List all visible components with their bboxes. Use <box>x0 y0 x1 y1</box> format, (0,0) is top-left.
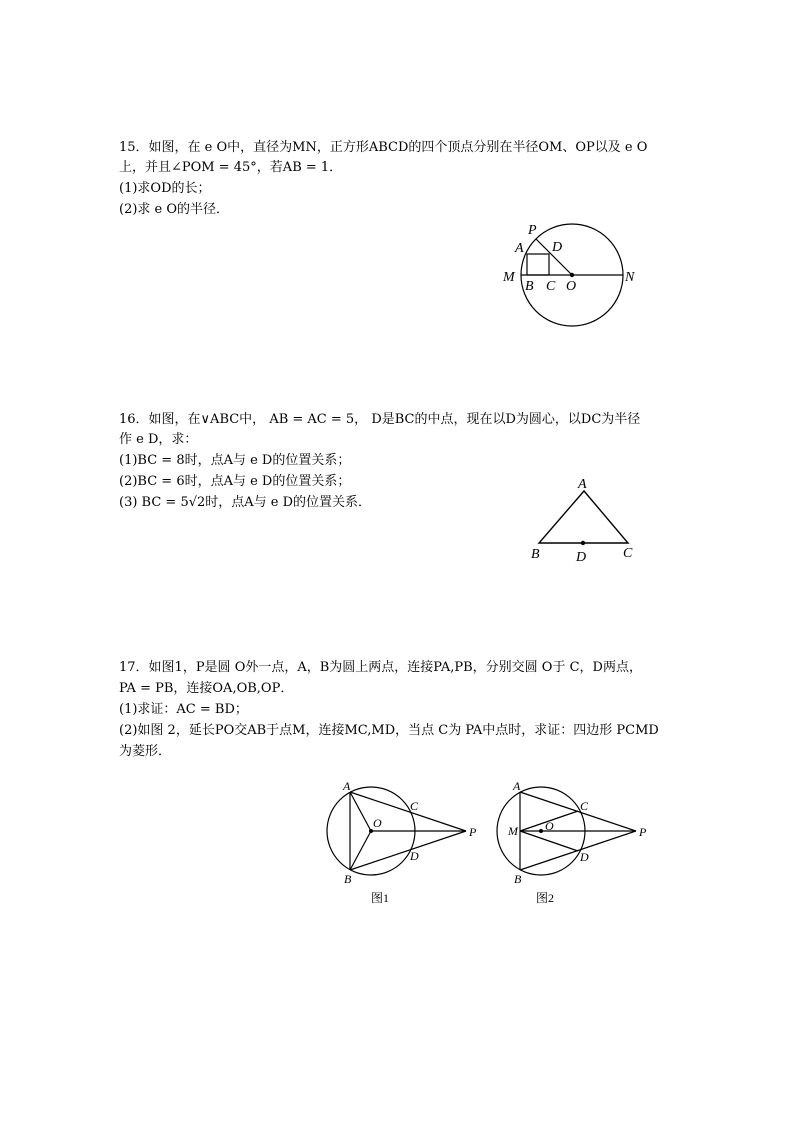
segment-md <box>520 831 578 851</box>
problem-16-line-2: 作 e D，求： <box>119 432 198 447</box>
square-abcd <box>527 254 549 275</box>
label-b: B <box>525 279 534 294</box>
label-o: O <box>373 816 382 830</box>
problem-16-part-1: (1)BC = 8时，点A与 e D的位置关系； <box>119 453 351 468</box>
label-p: P <box>469 825 477 839</box>
label-c: C <box>546 279 556 294</box>
problem-17-figure-2 <box>500 775 660 910</box>
label-d: D <box>580 850 589 864</box>
label-c: C <box>623 546 633 561</box>
caption-figure-1: 图1 <box>371 891 390 905</box>
label-m: M <box>503 270 515 285</box>
label-m: M <box>508 824 518 838</box>
problem-17-line-1: 17．如图1，P是圆 O外一点，A，B为圆上两点，连接PA,PB，分别交圆 O于 C，D两点， <box>119 660 642 675</box>
label-d: D <box>576 550 587 565</box>
center-point-o <box>539 829 543 833</box>
label-a: A <box>578 477 587 492</box>
problem-15-line-2: 上，并且∠POM = 45°，若AB = 1． <box>119 160 343 175</box>
caption-figure-2: 图2 <box>536 891 555 905</box>
label-b: B <box>531 547 540 562</box>
problem-16-part-2: (2)BC = 6时，点A与 e D的位置关系； <box>119 474 351 489</box>
label-b: B <box>344 872 352 886</box>
label-n: N <box>625 270 635 285</box>
center-point-o <box>570 273 574 277</box>
problem-15-part-1: (1)求OD的长； <box>119 181 211 196</box>
problem-15-line-1: 15．如图，在 e O中，直径为MN，正方形ABCD的四个顶点分别在半径OM、OP以及 e O <box>119 140 648 155</box>
label-o: O <box>545 819 554 833</box>
problem-17-part-2: (2)如图 2，延长PO交AB于点M，连接MC,MD，当点 C为 PA中点时，求证：四边形 PCMD <box>119 723 659 738</box>
problem-15-figure <box>495 218 655 333</box>
label-c: C <box>580 799 589 813</box>
problem-16-part-3: (3) BC = 5√2时，点A与 e D的位置关系． <box>119 495 372 510</box>
problem-16-figure <box>525 470 645 565</box>
label-d: D <box>552 240 563 255</box>
label-d: D <box>410 849 419 863</box>
problem-17-line-2: PA = PB，连接OA,OB,OP． <box>119 681 294 696</box>
triangle-abc <box>539 491 628 543</box>
label-p: P <box>639 825 647 839</box>
label-c: C <box>410 799 419 813</box>
label-o: O <box>566 279 577 294</box>
label-p: P <box>528 223 537 238</box>
problem-17-part-1: (1)求证：AC = BD； <box>119 702 248 717</box>
problem-16-line-1: 16．如图，在∨ABC中， AB = AC = 5， D是BC的中点，现在以D为圆心，以DC为半径 <box>119 412 641 427</box>
label-a: A <box>513 779 521 793</box>
label-b: B <box>514 872 522 886</box>
problem-17-figure-1 <box>320 775 490 910</box>
label-a: A <box>515 241 524 256</box>
problem-15-part-2: (2)求 e O的半径． <box>119 202 230 217</box>
label-a: A <box>343 779 351 793</box>
midpoint-d <box>581 541 585 545</box>
problem-17-line-5: 为菱形． <box>119 744 172 759</box>
